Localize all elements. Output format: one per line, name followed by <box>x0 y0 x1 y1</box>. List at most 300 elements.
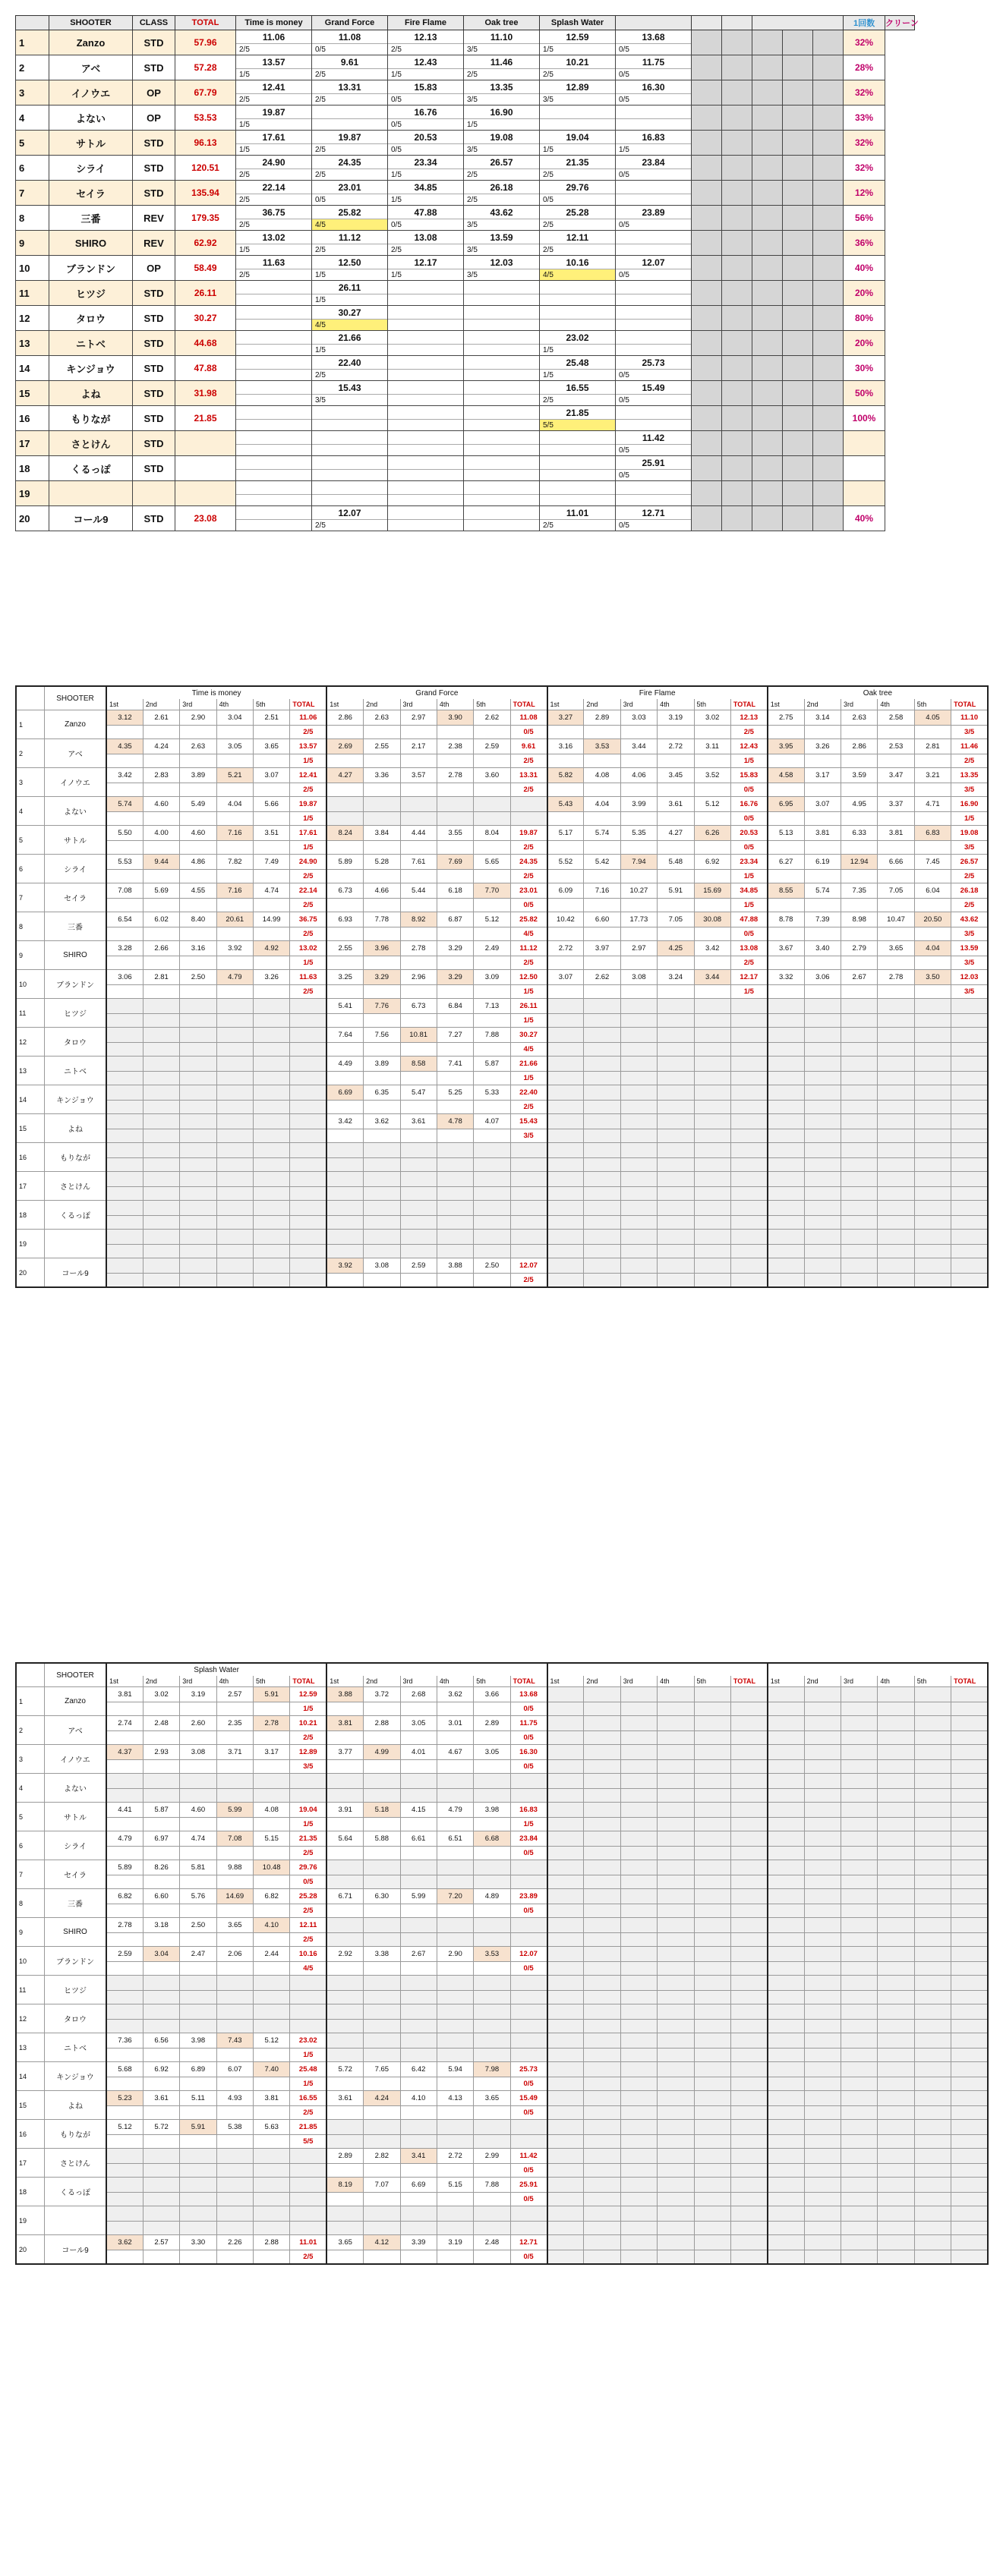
string-time: 3.14 <box>804 710 841 726</box>
string-time: 3.17 <box>254 1745 290 1760</box>
blank-cell <box>752 381 783 406</box>
string-time <box>768 2091 804 2106</box>
string-time: 3.61 <box>400 1114 437 1129</box>
string-time <box>768 1258 804 1274</box>
stage-time: 10.21 <box>540 55 616 69</box>
string-time: 6.68 <box>474 1831 510 1847</box>
string-time <box>878 1172 914 1187</box>
clean-mark <box>878 2020 914 2033</box>
stage-time: 26.11 <box>312 281 388 294</box>
string-time <box>143 1114 179 1129</box>
stage-total <box>951 1947 988 1962</box>
stage-total <box>290 2206 326 2222</box>
blank-cell <box>813 506 844 531</box>
clean-percent: 100% <box>844 406 885 431</box>
shooter-class <box>133 481 175 506</box>
stage-score: 0/5 <box>616 520 692 531</box>
clean-mark <box>547 1187 584 1201</box>
clean-mark <box>547 754 584 768</box>
string-time <box>326 1774 363 1789</box>
clean-mark <box>216 812 253 826</box>
string-time: 2.79 <box>841 941 878 956</box>
shooter-name: もりなが <box>45 2120 107 2149</box>
clean-mark <box>804 1245 841 1258</box>
clean-percent <box>844 481 885 506</box>
string-time: 10.81 <box>400 1028 437 1043</box>
string-time <box>364 1230 400 1245</box>
header-stage: Oak tree <box>464 16 540 30</box>
clean-mark <box>364 841 400 855</box>
clean-mark <box>216 1789 253 1803</box>
clean-mark <box>878 1760 914 1774</box>
clean-mark <box>694 1875 730 1889</box>
string-time <box>180 2004 216 2020</box>
stage-score: 0/5 <box>616 219 692 231</box>
string-time <box>584 1085 620 1101</box>
stage-clean-count <box>951 2193 988 2206</box>
stage-score: 2/5 <box>388 244 464 256</box>
blank-cell <box>722 156 752 181</box>
string-time <box>878 1230 914 1245</box>
string-time <box>106 2004 143 2020</box>
string-time <box>658 1230 694 1245</box>
clean-mark <box>584 1101 620 1114</box>
string-time: 6.02 <box>143 912 179 927</box>
stage-score: 2/5 <box>540 169 616 181</box>
string-time <box>620 2235 657 2250</box>
clean-mark <box>474 2077 510 2091</box>
string-time: 3.06 <box>106 970 143 985</box>
stage-clean-count <box>290 2164 326 2178</box>
clean-mark <box>547 2250 584 2265</box>
string-time: 3.77 <box>326 1745 363 1760</box>
stage-total <box>730 2178 767 2193</box>
stage-total: 30.27 <box>510 1028 547 1043</box>
clean-mark <box>768 841 804 855</box>
clean-mark <box>400 1702 437 1716</box>
string-time: 6.60 <box>584 912 620 927</box>
stage-time: 23.89 <box>616 206 692 219</box>
stage-total: 13.02 <box>290 941 326 956</box>
clean-mark <box>106 870 143 883</box>
shooter-number: 9 <box>16 231 49 256</box>
string-time <box>400 1976 437 1991</box>
stage-clean-count <box>730 2164 767 2178</box>
clean-mark <box>474 2106 510 2120</box>
clean-mark <box>180 1014 216 1028</box>
clean-mark <box>143 2250 179 2265</box>
string-time <box>180 1143 216 1158</box>
string-time <box>106 1976 143 1991</box>
header-runs: 1回数 <box>844 16 885 30</box>
stage-clean-count: 0/5 <box>510 1962 547 1976</box>
stage-score: 4/5 <box>312 320 388 331</box>
string-time: 5.25 <box>437 1085 473 1101</box>
string-time: 17.73 <box>620 912 657 927</box>
shooter-name: Zanzo <box>45 1687 107 1716</box>
stage-total <box>290 1774 326 1789</box>
string-time <box>143 1057 179 1072</box>
stage-time <box>616 231 692 244</box>
string-time: 2.72 <box>658 739 694 754</box>
stage-title: Time is money <box>106 686 326 699</box>
shooter-number: 9 <box>16 941 45 970</box>
stage-score <box>388 370 464 381</box>
string-time: 3.65 <box>326 2235 363 2250</box>
blank-cell <box>752 231 783 256</box>
clean-mark <box>326 2106 363 2120</box>
column-header: 2nd <box>804 699 841 710</box>
string-time: 4.37 <box>106 1745 143 1760</box>
clean-mark <box>474 1991 510 2004</box>
stage-total <box>730 1745 767 1760</box>
clean-mark <box>474 927 510 941</box>
clean-percent: 40% <box>844 506 885 531</box>
clean-mark <box>254 1760 290 1774</box>
clean-mark <box>914 2164 951 2178</box>
clean-mark <box>620 1875 657 1889</box>
clean-mark <box>106 783 143 797</box>
clean-mark <box>658 1731 694 1745</box>
string-time <box>914 2149 951 2164</box>
shooter-number: 11 <box>16 1976 45 2004</box>
shooter-total: 120.51 <box>175 156 236 181</box>
blank-cell <box>783 30 813 55</box>
string-time: 7.43 <box>216 2033 253 2049</box>
shooter-number: 8 <box>16 1889 45 1918</box>
clean-mark <box>216 1245 253 1258</box>
string-time: 3.65 <box>474 2091 510 2106</box>
clean-mark <box>914 1760 951 1774</box>
blank-cell <box>692 281 722 306</box>
stage-clean-count: 2/5 <box>290 1731 326 1745</box>
clean-mark <box>254 927 290 941</box>
string-time: 5.64 <box>326 1831 363 1847</box>
clean-mark <box>400 1129 437 1143</box>
stage-total: 15.49 <box>510 2091 547 2106</box>
clean-mark <box>106 1933 143 1947</box>
stage-total <box>510 1172 547 1187</box>
string-time <box>658 1745 694 1760</box>
clean-mark <box>437 1933 473 1947</box>
string-time <box>216 1143 253 1158</box>
stage-time: 25.82 <box>312 206 388 219</box>
string-time <box>804 999 841 1014</box>
string-time <box>658 1057 694 1072</box>
stage-total <box>290 2149 326 2164</box>
clean-mark <box>180 726 216 739</box>
header-stage <box>616 16 692 30</box>
string-time <box>768 2120 804 2135</box>
clean-mark <box>180 899 216 912</box>
shooter-name: さとけん <box>45 1172 107 1201</box>
string-time <box>106 1774 143 1789</box>
stage-total <box>951 2206 988 2222</box>
string-time: 3.92 <box>216 941 253 956</box>
stage-clean-count: 2/5 <box>951 754 988 768</box>
string-time <box>584 1258 620 1274</box>
clean-mark <box>180 2106 216 2120</box>
stage-total <box>730 1831 767 1847</box>
shooter-number: 2 <box>16 55 49 80</box>
header-stage <box>692 16 722 30</box>
stage-time: 24.90 <box>236 156 312 169</box>
clean-mark <box>914 1731 951 1745</box>
clean-mark <box>804 1847 841 1860</box>
string-time <box>841 2206 878 2222</box>
string-time: 5.91 <box>658 883 694 899</box>
clean-percent: 30% <box>844 356 885 381</box>
string-time <box>914 1085 951 1101</box>
stage-clean-count <box>510 1187 547 1201</box>
clean-mark <box>400 927 437 941</box>
string-time <box>878 1258 914 1274</box>
string-time <box>474 1201 510 1216</box>
string-time <box>584 1230 620 1245</box>
shooter-name: コール9 <box>49 506 133 531</box>
string-time: 4.04 <box>216 797 253 812</box>
blank-cell <box>752 256 783 281</box>
string-time <box>841 1085 878 1101</box>
string-time <box>768 1085 804 1101</box>
string-time: 3.45 <box>658 768 694 783</box>
string-time: 4.74 <box>180 1831 216 1847</box>
shooter-number: 20 <box>16 1258 45 1288</box>
stage-title: Grand Force <box>326 686 547 699</box>
clean-mark <box>841 726 878 739</box>
string-time: 2.48 <box>143 1716 179 1731</box>
column-header: 4th <box>216 1676 253 1687</box>
string-time <box>143 999 179 1014</box>
stage-time: 26.18 <box>464 181 540 194</box>
clean-mark <box>841 812 878 826</box>
clean-mark <box>620 1962 657 1976</box>
clean-mark <box>106 2106 143 2120</box>
stage-score: 1/5 <box>236 69 312 80</box>
blank-cell <box>813 256 844 281</box>
string-time <box>180 1230 216 1245</box>
string-time <box>364 1976 400 1991</box>
string-time: 7.49 <box>254 855 290 870</box>
clean-mark <box>143 783 179 797</box>
blank-cell <box>692 431 722 456</box>
clean-mark <box>216 1043 253 1057</box>
stage-total <box>951 1831 988 1847</box>
string-time <box>804 1918 841 1933</box>
string-time: 2.17 <box>400 739 437 754</box>
string-time <box>694 1976 730 1991</box>
string-time <box>914 2120 951 2135</box>
string-time <box>694 2120 730 2135</box>
stage-clean-count <box>290 1274 326 1288</box>
stage-clean-count: 2/5 <box>290 783 326 797</box>
clean-mark <box>620 870 657 883</box>
clean-mark <box>620 2222 657 2235</box>
string-time: 10.47 <box>878 912 914 927</box>
clean-percent: 56% <box>844 206 885 231</box>
shooter-number: 3 <box>16 80 49 105</box>
clean-mark <box>768 1904 804 1918</box>
shooter-total: 31.98 <box>175 381 236 406</box>
string-time: 2.57 <box>143 2235 179 2250</box>
string-time: 2.50 <box>180 970 216 985</box>
clean-mark <box>437 1991 473 2004</box>
stage-clean-count: 4/5 <box>510 927 547 941</box>
clean-mark <box>841 754 878 768</box>
stage-score: 1/5 <box>464 119 540 131</box>
string-time <box>106 2206 143 2222</box>
blank-cell <box>813 55 844 80</box>
string-time: 4.06 <box>620 768 657 783</box>
clean-mark <box>180 985 216 999</box>
stage-score: 1/5 <box>236 244 312 256</box>
header-stage: Fire Flame <box>388 16 464 30</box>
string-time: 5.89 <box>106 1860 143 1875</box>
clean-mark <box>254 956 290 970</box>
clean-mark <box>400 1274 437 1288</box>
stage-time: 12.71 <box>616 506 692 520</box>
clean-mark <box>620 2020 657 2033</box>
string-time: 6.33 <box>841 826 878 841</box>
clean-mark <box>437 1702 473 1716</box>
clean-mark <box>437 1245 473 1258</box>
stage-clean-count <box>510 812 547 826</box>
string-time <box>143 2178 179 2193</box>
clean-mark <box>106 927 143 941</box>
stage-time <box>388 481 464 495</box>
stage-total <box>730 999 767 1014</box>
clean-mark <box>364 1187 400 1201</box>
clean-mark <box>437 2077 473 2091</box>
string-time: 5.76 <box>180 1889 216 1904</box>
clean-mark <box>878 1875 914 1889</box>
clean-mark <box>216 1847 253 1860</box>
string-time: 5.68 <box>106 2062 143 2077</box>
string-time <box>254 2149 290 2164</box>
clean-mark <box>584 927 620 941</box>
clean-mark <box>620 985 657 999</box>
clean-mark <box>364 1933 400 1947</box>
stage-total <box>730 1803 767 1818</box>
blank-cell <box>692 30 722 55</box>
clean-mark <box>106 1760 143 1774</box>
stage-total <box>510 2033 547 2049</box>
string-time <box>658 1947 694 1962</box>
string-time <box>658 1201 694 1216</box>
stage-score: 0/5 <box>616 445 692 456</box>
clean-mark <box>804 2250 841 2265</box>
stage-clean-count: 2/5 <box>290 1933 326 1947</box>
shooter-name: Zanzo <box>45 710 107 739</box>
clean-mark <box>254 2077 290 2091</box>
stage-clean-count <box>510 2222 547 2235</box>
clean-mark <box>474 2193 510 2206</box>
string-time <box>841 1947 878 1962</box>
clean-percent: 32% <box>844 131 885 156</box>
shooter-name: SHIRO <box>45 941 107 970</box>
string-time <box>914 1803 951 1818</box>
clean-mark <box>254 1933 290 1947</box>
clean-mark <box>474 1216 510 1230</box>
string-time: 3.08 <box>620 970 657 985</box>
stage-total <box>290 2178 326 2193</box>
string-time: 15.69 <box>694 883 730 899</box>
string-time <box>658 1687 694 1702</box>
shooter-name: さとけん <box>45 2149 107 2178</box>
string-time <box>620 1172 657 1187</box>
clean-mark <box>437 812 473 826</box>
clean-mark <box>584 1933 620 1947</box>
stage-total: 23.34 <box>730 855 767 870</box>
string-time: 5.41 <box>326 999 363 1014</box>
string-time <box>804 2120 841 2135</box>
stage-clean-count <box>730 1962 767 1976</box>
stage-total: 25.48 <box>290 2062 326 2077</box>
shooter-class: STD <box>133 406 175 431</box>
clean-mark <box>878 2193 914 2206</box>
blank-cell <box>752 406 783 431</box>
clean-mark <box>547 1818 584 1831</box>
string-time: 4.79 <box>216 970 253 985</box>
clean-mark <box>326 2193 363 2206</box>
string-time: 3.53 <box>474 1947 510 1962</box>
stage-time: 29.76 <box>540 181 616 194</box>
clean-mark <box>326 2020 363 2033</box>
string-time <box>326 1976 363 1991</box>
stage-total: 12.89 <box>290 1745 326 1760</box>
clean-mark <box>768 1187 804 1201</box>
stage-clean-count: 3/5 <box>951 783 988 797</box>
shooter-total: 96.13 <box>175 131 236 156</box>
string-time: 6.09 <box>547 883 584 899</box>
string-time: 3.44 <box>694 970 730 985</box>
string-time: 4.60 <box>180 826 216 841</box>
string-time <box>694 1258 730 1274</box>
string-time: 3.61 <box>143 2091 179 2106</box>
string-time <box>768 2149 804 2164</box>
clean-mark <box>547 1216 584 1230</box>
stage-clean-count: 1/5 <box>290 841 326 855</box>
string-time: 5.81 <box>180 1860 216 1875</box>
shooter-name: アベ <box>45 1716 107 1745</box>
blank-cell <box>722 206 752 231</box>
clean-mark <box>620 1789 657 1803</box>
clean-mark <box>914 783 951 797</box>
string-time: 3.51 <box>254 826 290 841</box>
shooter-total: 26.11 <box>175 281 236 306</box>
string-time: 3.98 <box>180 2033 216 2049</box>
string-time: 3.52 <box>694 768 730 783</box>
string-time: 5.87 <box>474 1057 510 1072</box>
string-time: 4.25 <box>658 941 694 956</box>
string-time <box>658 2062 694 2077</box>
stage-score: 1/5 <box>236 144 312 156</box>
string-time <box>364 2120 400 2135</box>
string-time <box>804 2206 841 2222</box>
clean-mark <box>106 2164 143 2178</box>
string-time <box>658 1716 694 1731</box>
clean-mark <box>584 899 620 912</box>
clean-mark <box>694 2222 730 2235</box>
clean-mark <box>106 1043 143 1057</box>
string-time: 6.93 <box>326 912 363 927</box>
stage-clean-count: 1/5 <box>730 870 767 883</box>
stage-clean-count: 0/5 <box>510 1702 547 1716</box>
stage-total: 19.04 <box>290 1803 326 1818</box>
clean-mark <box>326 1731 363 1745</box>
stage-clean-count <box>951 1904 988 1918</box>
stage-time: 34.85 <box>388 181 464 194</box>
